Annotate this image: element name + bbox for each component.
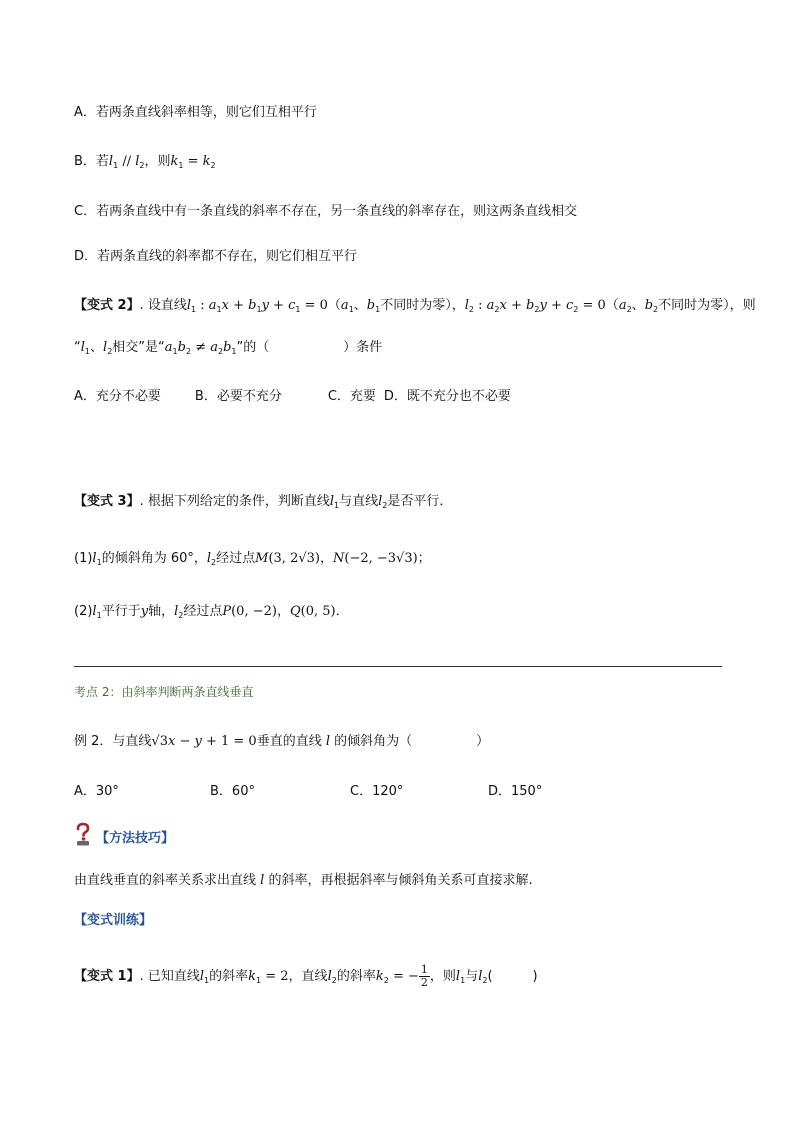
- option-d: D．若两条直线的斜率都不存在，则它们相互平行: [74, 249, 358, 264]
- method-tips-text: 由直线垂直的斜率关系求出直线 l 的斜率，再根据斜率与倾斜角关系可直接求解.: [74, 873, 533, 888]
- variant-2-question: 【变式 2】. 设直线$l_1$ : $a_1x + b_1y + c_1 = 0(a_1$、$b_1$不同时为零），$l_2$ : $a_2x + b_2y + c_2 = 0(a_2$、$b_2$不同时为零），则: [74, 298, 756, 314]
- variant-2-options: A．充分不必要 B．必要不充分 C．充要 D．既不充分也不必要: [74, 389, 511, 404]
- variant-1-question: 【变式 1】. 已知直线$l_1$的斜率$k_1 = 2$，直线$l_2$的斜率$k_2$ = − $\frac{1}{2}$ ，则$l_1$与$l_2$( ): [74, 963, 538, 989]
- method-question-icon: [74, 822, 92, 846]
- option-b: B．若$l_1 // l_2$，则$k_1 = k_2$: [74, 154, 216, 170]
- variant-3-part2: $(2)l_1$平行于y轴，$l_2$经过点P(0, −2)，Q(0, 5)．: [74, 604, 349, 620]
- section-divider: [74, 666, 722, 667]
- section-heading: 考点 2：由斜率判断两条直线垂直: [74, 685, 254, 699]
- example-2-options: A．30° B．60° C．120° D．150°: [74, 784, 543, 799]
- option-c: C．若两条直线中有一条直线的斜率不存在，另一条直线的斜率存在，则这两条直线相交: [74, 204, 578, 219]
- example-2-question: 例 2．与直线√3x − y + 1 = 0垂直的直线 l 的倾斜角为（ ）: [74, 734, 490, 749]
- variant-2-line2: “$l_1$、$l_2$相交”是“$a_1b_2 \ne a_2b_1$”的（ ）条件: [74, 340, 383, 356]
- option-a: A．若两条直线斜率相等，则它们互相平行: [74, 105, 317, 120]
- variant-training-title: 【变式训练】: [74, 913, 153, 928]
- variant-3-part1: $(1)l_1$的倾斜角为 60°，$l_2$经过点M(3, 2√3)，N(−2, −3√3)；: [74, 551, 431, 567]
- method-tips-title: 【方法技巧】: [96, 831, 175, 846]
- variant-3-question: 【变式 3】. 根据下列给定的条件，判断直线$l_1$与直线$l_2$是否平行．: [74, 494, 453, 510]
